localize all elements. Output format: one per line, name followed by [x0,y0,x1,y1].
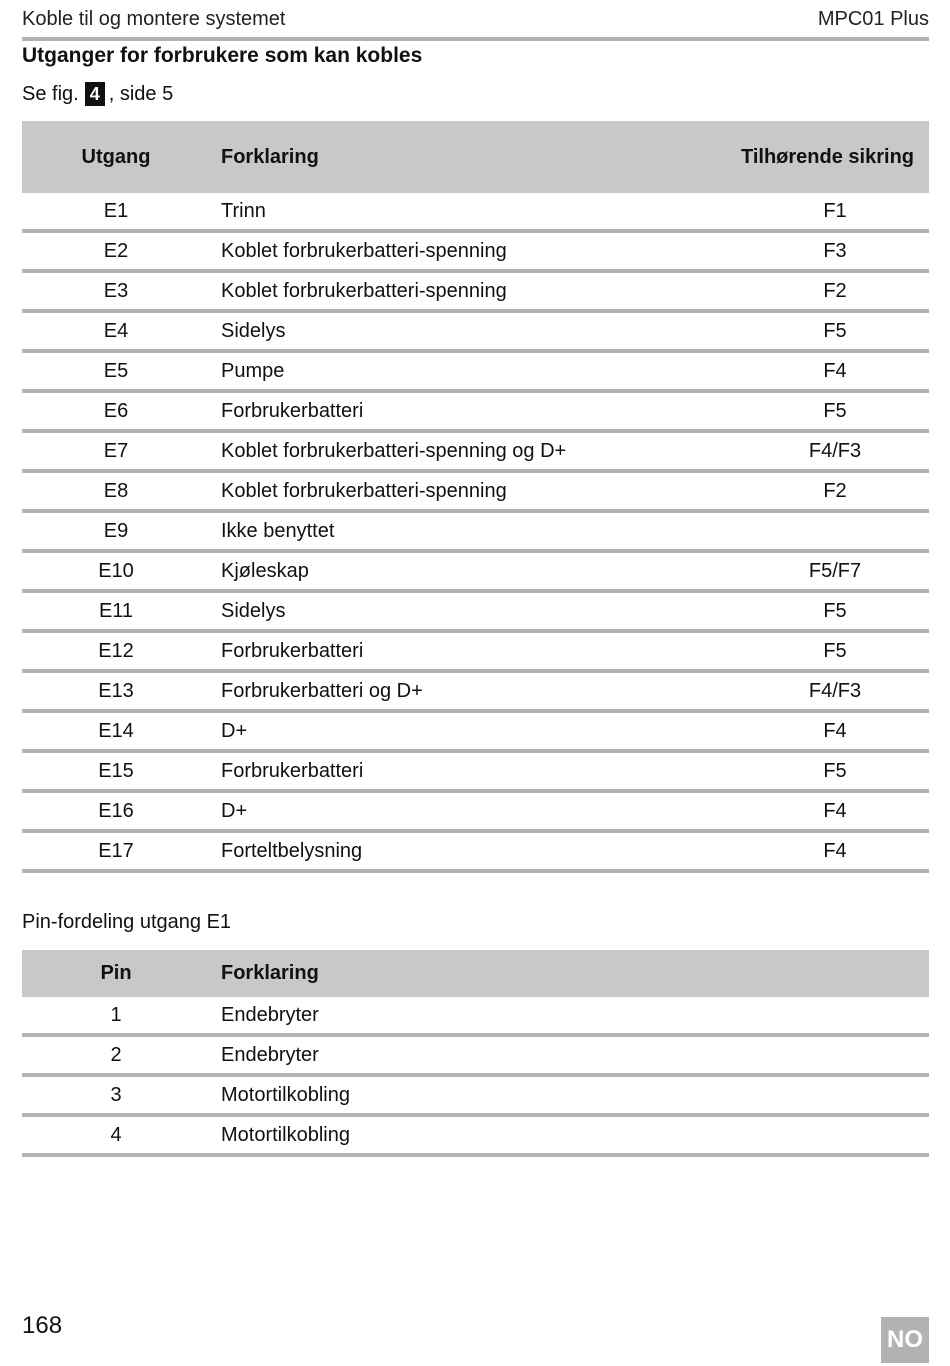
output-cell: E6 [22,391,221,431]
header-divider [22,37,929,41]
table-row [22,1075,929,1115]
output-cell: E17 [22,831,221,871]
fuse-cell: F4/F3 [741,671,929,711]
output-cell: E8 [22,471,221,511]
fuse-cell: F5 [741,391,929,431]
table-row [22,311,929,351]
pins-table-header [22,950,929,997]
description-cell: D+ [221,711,741,751]
pin-cell: 1 [22,997,221,1035]
description-cell: Sidelys [221,311,741,351]
header-chapter-title: Koble til og montere systemet [22,8,286,30]
table-row [22,1115,929,1155]
fuse-cell: F3 [741,231,929,271]
figure-reference [22,82,173,106]
column-header-pin: Pin [22,950,221,997]
column-header-output: Utgang [22,121,221,193]
table-row [22,751,929,791]
table-row [22,271,929,311]
pins-table [22,950,929,1157]
table-row [22,591,929,631]
description-cell: Forbrukerbatteri og D+ [221,671,741,711]
fuse-cell: F5 [741,751,929,791]
output-cell: E7 [22,431,221,471]
fuse-cell: F1 [741,193,929,231]
output-cell: E5 [22,351,221,391]
fuse-cell: F4 [741,351,929,391]
table-row [22,551,929,591]
table-row [22,431,929,471]
fuse-cell: F4 [741,831,929,871]
fuse-cell: F4 [741,711,929,751]
pin-table-caption: Pin-fordeling utgang E1 [22,911,232,933]
pin-cell: 2 [22,1035,221,1075]
language-badge: NO [881,1317,929,1363]
pin-description-cell: Motortilkobling [221,1115,929,1155]
description-cell: Forteltbelysning [221,831,741,871]
output-cell: E16 [22,791,221,831]
table-row [22,231,929,271]
figure-ref-prefix: Se fig. [22,82,79,105]
description-cell: Trinn [221,193,741,231]
table-row [22,791,929,831]
outputs-table [22,121,929,873]
description-cell: Sidelys [221,591,741,631]
fuse-cell: F4/F3 [741,431,929,471]
output-cell: E14 [22,711,221,751]
table-row [22,711,929,751]
output-cell: E10 [22,551,221,591]
pin-cell: 3 [22,1075,221,1115]
output-cell: E3 [22,271,221,311]
description-cell: Kjøleskap [221,551,741,591]
output-cell: E2 [22,231,221,271]
description-cell: Koblet forbrukerbatteri-spenning [221,231,741,271]
description-cell: Forbrukerbatteri [221,391,741,431]
table-row [22,511,929,551]
table-row [22,997,929,1035]
section-title: Utganger for forbrukere som kan kobles [22,44,423,67]
fuse-cell: F4 [741,791,929,831]
table-row [22,391,929,431]
outputs-table-header [22,121,929,193]
output-cell: E1 [22,193,221,231]
output-cell: E15 [22,751,221,791]
description-cell: Koblet forbrukerbatteri-spenning og D+ [221,431,741,471]
column-header-pin-description: Forklaring [221,950,929,997]
column-header-fuse: Tilhørende sikring [741,121,929,193]
description-cell: D+ [221,791,741,831]
table-row [22,671,929,711]
figure-number-badge: 4 [85,82,105,106]
fuse-cell: F2 [741,471,929,511]
description-cell: Ikke benyttet [221,511,741,551]
output-cell: E12 [22,631,221,671]
pin-cell: 4 [22,1115,221,1155]
description-cell: Koblet forbrukerbatteri-spenning [221,271,741,311]
output-cell: E9 [22,511,221,551]
output-cell: E13 [22,671,221,711]
table-row [22,351,929,391]
table-row [22,471,929,511]
column-header-description: Forklaring [221,121,741,193]
figure-ref-suffix: , side 5 [108,82,174,105]
description-cell: Koblet forbrukerbatteri-spenning [221,471,741,511]
header-product-name: MPC01 Plus [817,8,929,30]
table-row [22,631,929,671]
fuse-cell: F5 [741,591,929,631]
description-cell: Forbrukerbatteri [221,751,741,791]
pin-description-cell: Endebryter [221,1035,929,1075]
table-row [22,1035,929,1075]
fuse-cell: F5 [741,631,929,671]
table-row [22,831,929,871]
table-row [22,193,929,231]
fuse-cell: F5/F7 [741,551,929,591]
output-cell: E4 [22,311,221,351]
pin-description-cell: Motortilkobling [221,1075,929,1115]
pin-description-cell: Endebryter [221,997,929,1035]
description-cell: Pumpe [221,351,741,391]
page-number: 168 [22,1312,63,1339]
page-header [22,6,929,34]
fuse-cell: F2 [741,271,929,311]
output-cell: E11 [22,591,221,631]
fuse-cell [741,511,929,551]
description-cell: Forbrukerbatteri [221,631,741,671]
fuse-cell: F5 [741,311,929,351]
